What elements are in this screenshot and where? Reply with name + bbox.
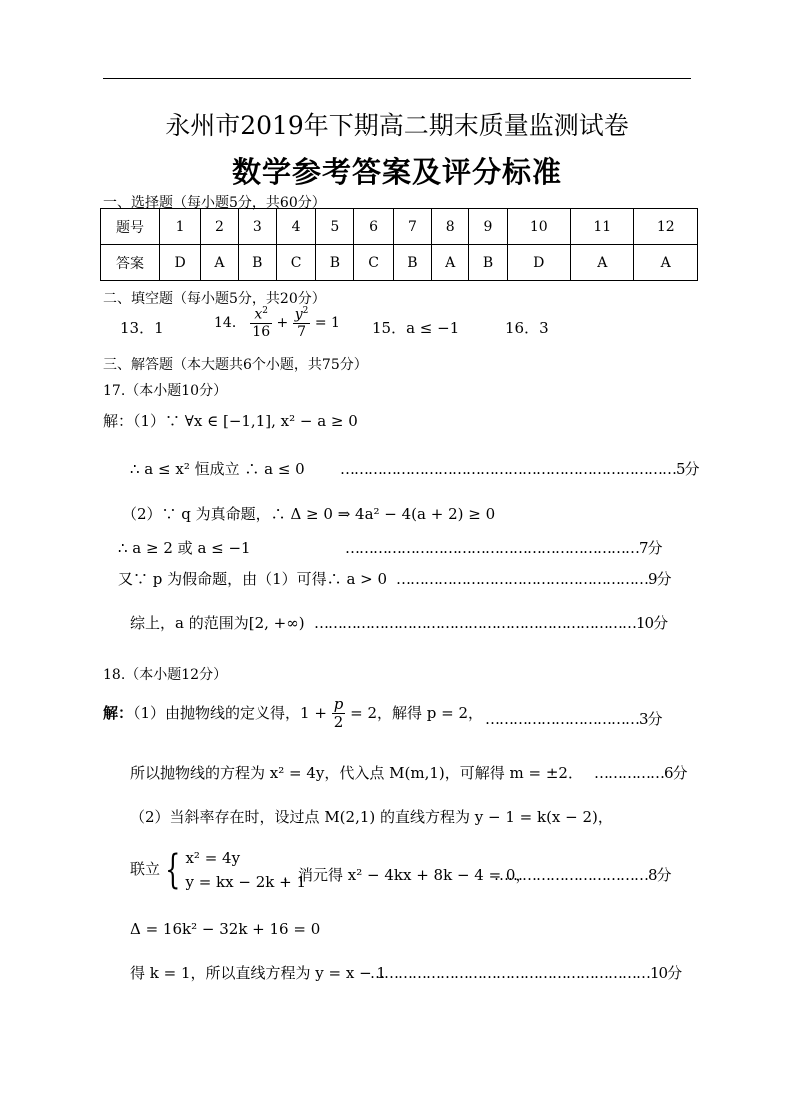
fill-answer-13 xyxy=(120,317,164,338)
table-cell: 11 xyxy=(571,209,634,245)
system-equation-2: y = kx − 2k + 1 xyxy=(185,873,306,891)
section3-heading: 三、解答题（本大题共6个小题，共75分） xyxy=(103,357,368,373)
table-cell: 4 xyxy=(276,209,316,245)
q18-line-5: Δ = 16k² − 32k + 16 = 0 xyxy=(130,920,321,938)
section1-heading: 一、选择题（每小题5分，共60分） xyxy=(103,195,326,211)
table-row-answers xyxy=(101,245,698,281)
q18-line-4-score: ……………………………8分 xyxy=(494,866,671,884)
table-cell: B xyxy=(393,245,431,281)
answer-value: a ≤ −1 xyxy=(406,319,460,337)
q17-line-6-score: ……………………………………………………………10分 xyxy=(314,614,668,632)
q17-line-6: 综上，a 的范围为[2, +∞) xyxy=(130,614,305,632)
answer-label: 15． xyxy=(372,319,407,337)
q18-line-6: 得 k = 1，所以直线方程为 y = x − 1 xyxy=(130,964,386,982)
table-cell: A xyxy=(571,245,634,281)
q18-line-1-text: （1）由抛物线的定义得，1 + xyxy=(133,703,327,722)
q17-line-1: 解：（1）∵ ∀x ∈ [−1,1], x² − a ≥ 0 xyxy=(103,412,358,430)
q18-line-4-result: ，消元得 x² − 4kx + 8k − 4 = 0， xyxy=(283,866,531,884)
fraction: $\frac{x^2}{16}$ xyxy=(252,306,271,340)
q17-line-4: ∴ a ≥ 2 或 a ≤ −1 xyxy=(118,539,251,557)
answer-table xyxy=(100,208,698,281)
q17-title: 17.（本小题10分） xyxy=(103,383,228,399)
table-cell: 10 xyxy=(507,209,570,245)
fraction-numerator: y xyxy=(294,306,303,323)
fill-answer-14: 14． $\frac{x^2}{16}$ + $\frac{y^2}{7}$ = 1 xyxy=(214,306,340,340)
table-cell: 7 xyxy=(393,209,431,245)
q17-line-3: （2）∵ q 为真命题，∴ Δ ≥ 0 ⇒ 4a² − 4(a + 2) ≥ 0 xyxy=(122,505,496,523)
table-cell: 3 xyxy=(238,209,276,245)
table-cell: B xyxy=(238,245,276,281)
q18-line-1-score: ……………………………3分 xyxy=(485,710,662,728)
table-cell: 12 xyxy=(634,209,698,245)
table-cell: B xyxy=(316,245,354,281)
top-rule xyxy=(103,78,691,79)
table-cell: B xyxy=(469,245,507,281)
system-equation-1: x² = 4y xyxy=(185,849,241,867)
fraction-denominator: 2 xyxy=(333,713,344,732)
q18-line-2-score: ……………6分 xyxy=(594,764,687,782)
exam-title: 永州市2019年下期高二期末质量监测试卷 xyxy=(165,111,629,140)
fraction-denominator: 16 xyxy=(252,323,271,340)
table-cell: 9 xyxy=(469,209,507,245)
table-cell: C xyxy=(354,245,394,281)
q18-line-6-score: ……………………………………………………10分 xyxy=(370,964,682,982)
table-cell: 8 xyxy=(431,209,469,245)
q18-line-1-result: = 2，解得 p = 2， xyxy=(350,703,484,722)
table-cell: D xyxy=(160,245,201,281)
section2-heading: 二、填空题（每小题5分，共20分） xyxy=(103,291,326,307)
table-cell: 2 xyxy=(201,209,239,245)
answer-label: 16． xyxy=(505,319,540,337)
table-cell: 6 xyxy=(354,209,394,245)
table-row-numbers xyxy=(101,209,698,245)
fill-answer-15 xyxy=(372,317,459,338)
q18-title: 18.（本小题12分） xyxy=(103,667,228,683)
answer-key-title: 数学参考答案及评分标准 xyxy=(231,155,562,189)
table-cell: A xyxy=(201,245,239,281)
table-cell: D xyxy=(507,245,570,281)
answer-value: 1 xyxy=(154,319,164,337)
system-brace: { xyxy=(165,847,181,893)
row-label-question: 题号 xyxy=(101,209,160,245)
table-cell: 5 xyxy=(316,209,354,245)
table-cell: A xyxy=(431,245,469,281)
q17-line-2: ∴ a ≤ x² 恒成立 ∴ a ≤ 0 xyxy=(130,460,305,478)
fraction: $\frac{y^2}{7}$ xyxy=(294,306,309,340)
q17-line-4-score: ………………………………………………………7分 xyxy=(345,539,662,557)
solution-label: 解： xyxy=(103,703,134,722)
q17-line-5: 又∵ p 为假命题，由（1）可得∴ a > 0 xyxy=(118,570,388,588)
q18-line-3: （2）当斜率存在时，设过点 M(2,1) 的直线方程为 y − 1 = k(x − 2)， xyxy=(130,808,613,826)
q18-line-1 xyxy=(103,696,483,732)
answer-value: 3 xyxy=(539,319,549,337)
equation-rest: = 1 xyxy=(314,314,340,331)
fraction-numerator: p xyxy=(333,695,344,713)
answer-label: 14． xyxy=(214,314,246,331)
q17-line-5-score: ………………………………………………9分 xyxy=(396,570,671,588)
table-cell: 1 xyxy=(160,209,201,245)
row-label-answer: 答案 xyxy=(101,245,160,281)
answer-label: 13． xyxy=(120,319,155,337)
system-label: 联立 xyxy=(130,860,161,878)
q18-line-2: 所以抛物线的方程为 x² = 4y，代入点 M(m,1)，可解得 m = ±2． xyxy=(130,764,583,782)
fraction-numerator: x xyxy=(254,306,263,323)
fill-answer-16 xyxy=(505,317,549,338)
q18-line-4 xyxy=(130,846,306,894)
table-cell: A xyxy=(634,245,698,281)
q17-line-2-score: ………………………………………………………………5分 xyxy=(340,460,699,478)
fraction-denominator: 7 xyxy=(297,323,307,340)
table-cell: C xyxy=(276,245,316,281)
fraction xyxy=(332,696,346,732)
